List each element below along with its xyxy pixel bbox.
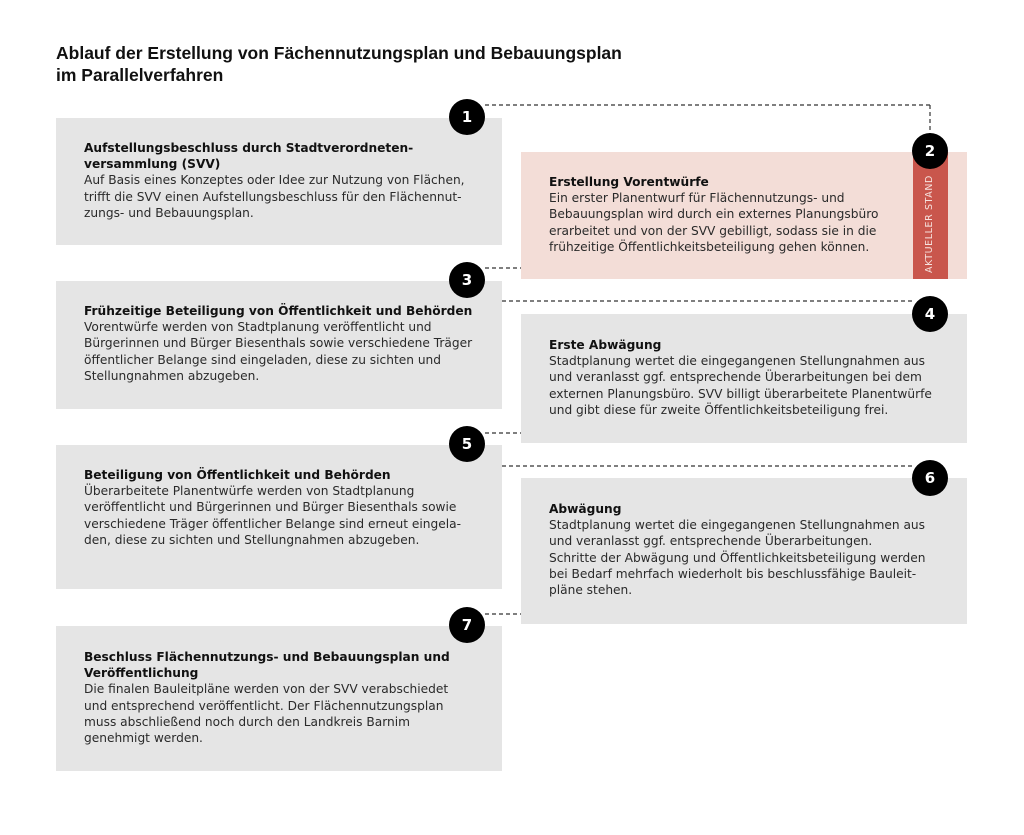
current-status-label: AKTUELLER STAND: [924, 175, 935, 273]
step-box-6: [521, 478, 967, 624]
step-4-text: [549, 337, 932, 418]
step-box-1: [56, 118, 502, 245]
step-7-heading-line-1: Beschluss Flächennutzungs- und Bebauungsplan und: [84, 650, 450, 664]
step-3-body-line-1: Vorentwürfe werden von Stadtplanung veröffentlicht und: [84, 320, 432, 335]
step-number-badge-5: 5: [449, 426, 485, 462]
step-1-heading-line-2: versammlung (SVV): [84, 157, 221, 172]
step-number-badge-6: 6: [912, 460, 948, 496]
step-box-4: [521, 314, 967, 443]
step-6-body-line-2: und veranlasst ggf. entsprechende Überarbeitungen.: [549, 534, 873, 549]
step-2-body-line-1: Ein erster Planentwurf für Flächennutzungs- und: [549, 191, 845, 206]
step-1-text: [84, 140, 465, 221]
step-box-7: [56, 626, 502, 771]
title-line-2: im Parallelverfahren: [56, 65, 224, 85]
step-4-heading-line-1: Erste Abwägung: [549, 338, 662, 352]
step-7-body-line-1: Die finalen Bauleitpläne werden von der SVV verabschiedet: [84, 682, 449, 697]
step-number-badge-7: 7: [449, 607, 485, 643]
step-3-text: [84, 303, 472, 384]
step-1-heading-line-1: Aufstellungsbeschluss durch Stadtverordneten-: [84, 141, 414, 155]
step-5-body-line-4: den, diese zu sichten und Stellungnahmen abzugeben.: [84, 532, 420, 547]
step-2-body-line-2: Bebauungsplan wird durch ein externes Planungsbüro: [549, 207, 879, 222]
step-4-body-line-1: Stadtplanung wertet die eingegangenen Stellungnahmen aus: [549, 354, 925, 369]
step-6-body-line-5: pläne stehen.: [549, 583, 633, 598]
step-6-text: [549, 501, 925, 598]
step-4-body-line-4: und gibt diese für zweite Öffentlichkeitsbeteiligung frei.: [549, 402, 889, 417]
step-7-body-line-4: genehmigt werden.: [84, 731, 203, 746]
diagram-title: [56, 42, 756, 86]
step-6-heading-line-1: Abwägung: [549, 502, 622, 516]
step-5-text: [84, 467, 461, 548]
step-2-body-line-3: erarbeitet und von der SVV gebilligt, sodass sie in die: [549, 223, 877, 238]
step-6-body-line-1: Stadtplanung wertet die eingegangenen Stellungnahmen aus: [549, 518, 925, 533]
step-7-text: [84, 649, 450, 746]
step-6-body-line-3: Schritte der Abwägung und Öffentlichkeitsbeteiligung werden: [549, 550, 926, 565]
step-box-2: [521, 152, 967, 279]
step-2-text: [549, 174, 878, 255]
step-box-3: [56, 281, 502, 409]
step-7-heading-line-2: Veröffentlichung: [84, 666, 199, 681]
step-5-body-line-2: veröffentlicht und Bürgerinnen und Bürger Biesenthals sowie: [84, 500, 457, 515]
step-5-body-line-3: verschiedene Träger öffentlicher Belange sind erneut eingela-: [84, 516, 462, 531]
step-6-body-line-4: bei Bedarf mehrfach wiederholt bis beschlussfähige Bauleit-: [549, 566, 917, 581]
step-5-heading-line-1: Beteiligung von Öffentlichkeit und Behörden: [84, 468, 391, 482]
step-7-body-line-3: muss abschließend noch durch den Landkreis Barnim: [84, 714, 410, 729]
step-1-body-line-3: zungs- und Bebauungsplan.: [84, 205, 254, 220]
step-2-body-line-4: frühzeitige Öffentlichkeitsbeteiligung gehen können.: [549, 239, 870, 254]
step-number-badge-2: 2: [912, 133, 948, 169]
step-number-badge-3: 3: [449, 262, 485, 298]
step-3-body-line-2: Bürgerinnen und Bürger Biesenthals sowie verschiedene Träger: [84, 336, 473, 351]
step-4-body-line-3: externen Planungsbüro. SVV billigt überarbeitete Planentwürfe: [549, 386, 932, 401]
step-3-body-line-3: öffentlicher Belange sind eingeladen, diese zu sichten und: [84, 352, 442, 367]
step-4-body-line-2: und veranlasst ggf. entsprechende Überarbeitungen bei dem: [549, 370, 922, 385]
step-5-body-line-1: Überarbeitete Planentwürfe werden von Stadtplanung: [84, 484, 415, 499]
step-1-body-line-1: Auf Basis eines Konzeptes oder Idee zur Nutzung von Flächen,: [84, 173, 465, 188]
step-number-badge-1: 1: [449, 99, 485, 135]
title-line-1: Ablauf der Erstellung von Fächennutzungsplan und Bebauungsplan: [56, 43, 622, 63]
step-box-5: [56, 445, 502, 589]
step-2-heading-line-1: Erstellung Vorentwürfe: [549, 175, 709, 189]
step-number-badge-4: 4: [912, 296, 948, 332]
step-7-body-line-2: und entsprechend veröffentlicht. Der Flächennutzungsplan: [84, 698, 444, 713]
step-3-body-line-4: Stellungnahmen abzugeben.: [84, 368, 260, 383]
step-3-heading-line-1: Frühzeitige Beteiligung von Öffentlichkeit und Behörden: [84, 304, 473, 318]
step-1-body-line-2: trifft die SVV einen Aufstellungsbeschluss für den Flächennut-: [84, 189, 462, 204]
